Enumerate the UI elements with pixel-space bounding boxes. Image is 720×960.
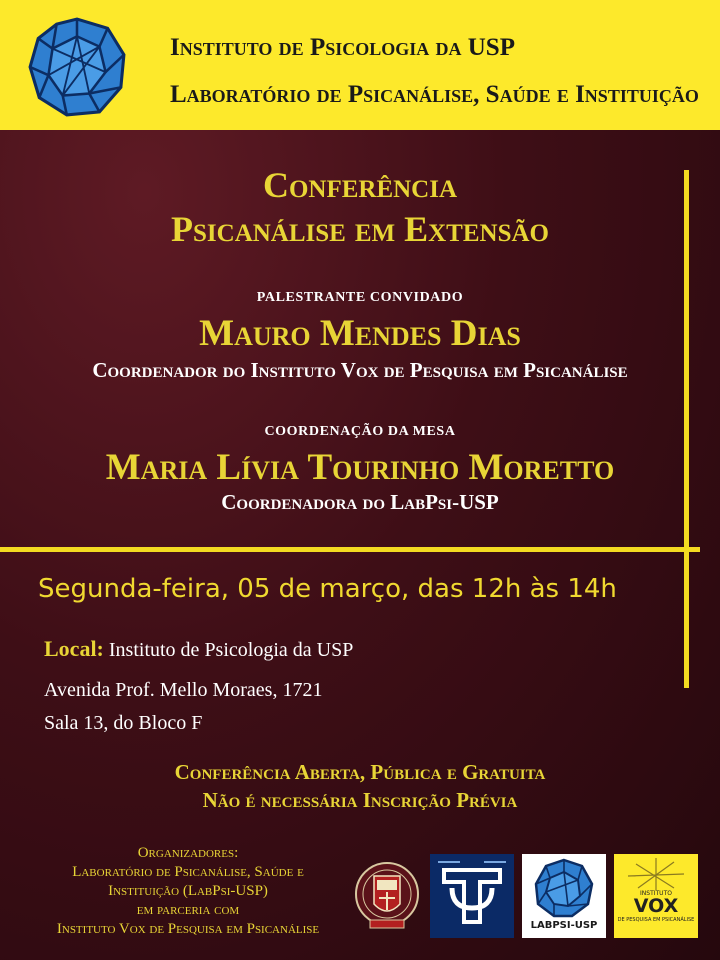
frame-horizontal-line: [0, 547, 700, 552]
coordination-label: COORDENAÇÃO DA MESA: [264, 424, 456, 439]
speaker-label: PALESTRANTE CONVIDADO: [256, 290, 464, 305]
speaker-role: Coordenador do Instituto Vox de Pesquisa em Psicanálise: [92, 358, 628, 382]
speaker-name: Mauro Mendes Dias: [199, 313, 521, 354]
event-title: Conferência: [262, 165, 458, 205]
location-room: Sala 13, do Bloco F: [44, 712, 203, 734]
organizers-line4: Instituto Vox de Pesquisa em Psicanálise: [56, 921, 320, 937]
organizers-line3: em parceria com: [136, 902, 240, 918]
organizers-line2: Instituição (LabPsi-USP): [108, 883, 268, 899]
coordination-role: Coordenadora do LabPsi-USP: [221, 490, 499, 514]
organizers-label: Organizadores:: [137, 845, 239, 861]
location-address: Avenida Prof. Mello Moraes, 1721: [44, 679, 323, 701]
labpsi-logo-text: LABPSI-USP: [530, 920, 598, 931]
ip-usp-logo: [430, 854, 514, 938]
location-place-text: Instituto de Psicologia da USP: [108, 639, 354, 661]
open-conference-note: Conferência Aberta, Pública e Gratuita: [174, 760, 546, 784]
labpsi-logo-icon: [24, 16, 130, 118]
vox-logo-name: VOX: [633, 895, 679, 917]
vox-logo-top-text: INSTITUTO: [640, 890, 672, 897]
laboratory-name: Laboratório de Psicanálise, Saúde e Instituição: [170, 81, 699, 108]
labpsi-logo-icon: [522, 854, 606, 920]
registration-note: Não é necessária Inscrição Prévia: [202, 788, 518, 812]
header-banner: [0, 0, 720, 130]
event-date: Segunda-feira, 05 de março, das 12h às 14h: [38, 574, 617, 604]
labpsi-logo-box: [522, 854, 606, 938]
event-subtitle: Psicanálise em Extensão: [171, 209, 549, 249]
location-label: Local:: [44, 636, 104, 661]
usp-crest-icon: [354, 854, 420, 938]
instituto-vox-logo-icon: [614, 854, 698, 894]
organizers-line1: Laboratório de Psicanálise, Saúde e: [72, 864, 304, 880]
vox-logo-bottom-text: DE PESQUISA EM PSICANÁLISE: [617, 917, 695, 923]
location-place: [44, 636, 353, 662]
instituto-vox-logo: [614, 854, 698, 938]
ip-usp-logo-icon: [430, 854, 514, 938]
institute-name: Instituto de Psicologia da USP: [170, 34, 515, 61]
coordination-name: Maria Lívia Tourinho Moretto: [105, 447, 615, 488]
